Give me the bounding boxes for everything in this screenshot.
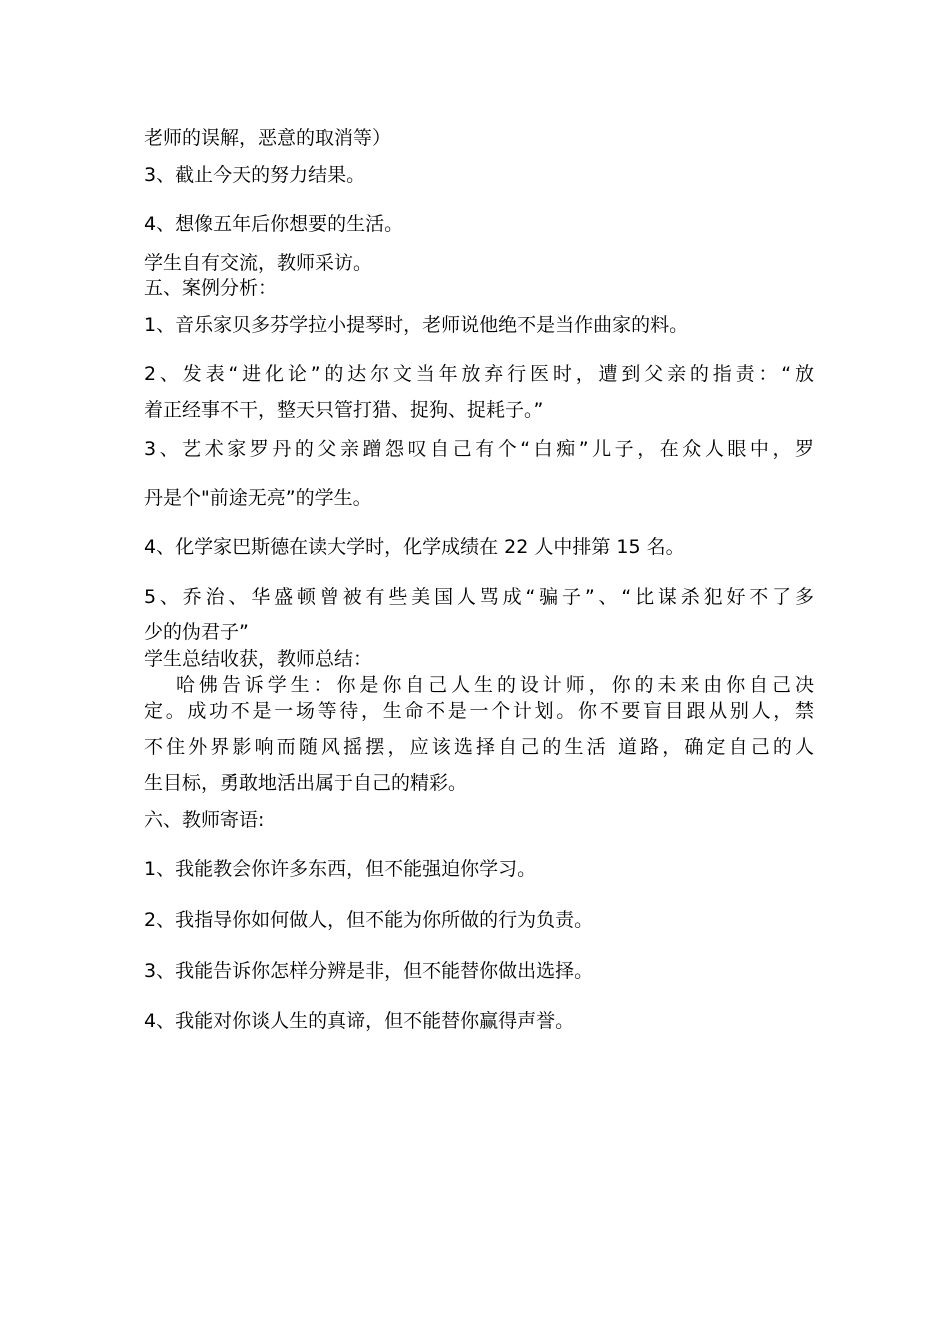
text-line: 1、音乐家贝多芬学拉小提琴时，老师说他绝不是当作曲家的料。 xyxy=(144,314,689,336)
text-line: 4、想像五年后你想要的生活。 xyxy=(144,213,404,235)
text-line: 4、化学家巴斯德在读大学时，化学成绩在 22 人中排第 15 名。 xyxy=(144,536,685,558)
text-line: 生目标，勇敢地活出属于自己的精彩。 xyxy=(144,772,468,794)
text-line: 学生自有交流，教师采访。 xyxy=(144,252,373,274)
section-heading: 五、案例分析： xyxy=(144,277,278,299)
text-line: 着正经事不干，整天只管打猎、捉狗、捉耗子。” xyxy=(144,399,544,421)
text-line: 老师的误解，恶意的取消等） xyxy=(144,127,392,149)
text-line: 4、我能对你谈人生的真谛，但不能替你赢得声誉。 xyxy=(144,1010,575,1032)
text-line: 丹是个"前途无亮”的学生。 xyxy=(144,487,372,509)
text-line: 1、我能教会你许多东西，但不能强迫你学习。 xyxy=(144,858,537,880)
text-line: 5、乔治、华盛顿曾被有些美国人骂成“骗子”、“比谋杀犯好不了多 xyxy=(144,586,814,608)
text-line: 少的伪君子” xyxy=(144,621,249,643)
text-line: 学生总结收获，教师总结： xyxy=(144,648,373,670)
text-line: 2、发表“进化论”的达尔文当年放弃行医时，遭到父亲的指责：“放 xyxy=(144,363,814,385)
text-line: 2、我指导你如何做人，但不能为你所做的行为负责。 xyxy=(144,909,594,931)
text-line: 3、截止今天的努力结果。 xyxy=(144,164,366,186)
text-line: 哈佛告诉学生：你是你自己人生的设计师，你的未来由你自己决 xyxy=(176,674,814,696)
text-line: 3、艺术家罗丹的父亲蹭怨叹自己有个“白痴”儿子，在众人眼中，罗 xyxy=(144,438,814,460)
text-line: 不住外界影响而随风摇摆，应该选择自己的生活 道路，确定自己的人 xyxy=(144,736,814,758)
text-line: 3、我能告诉你怎样分辨是非，但不能替你做出选择。 xyxy=(144,960,594,982)
section-heading: 六、教师寄语: xyxy=(144,809,265,831)
text-line: 定。成功不是一场等待，生命不是一个计划。你不要盲目跟从别人，禁 xyxy=(144,700,814,722)
